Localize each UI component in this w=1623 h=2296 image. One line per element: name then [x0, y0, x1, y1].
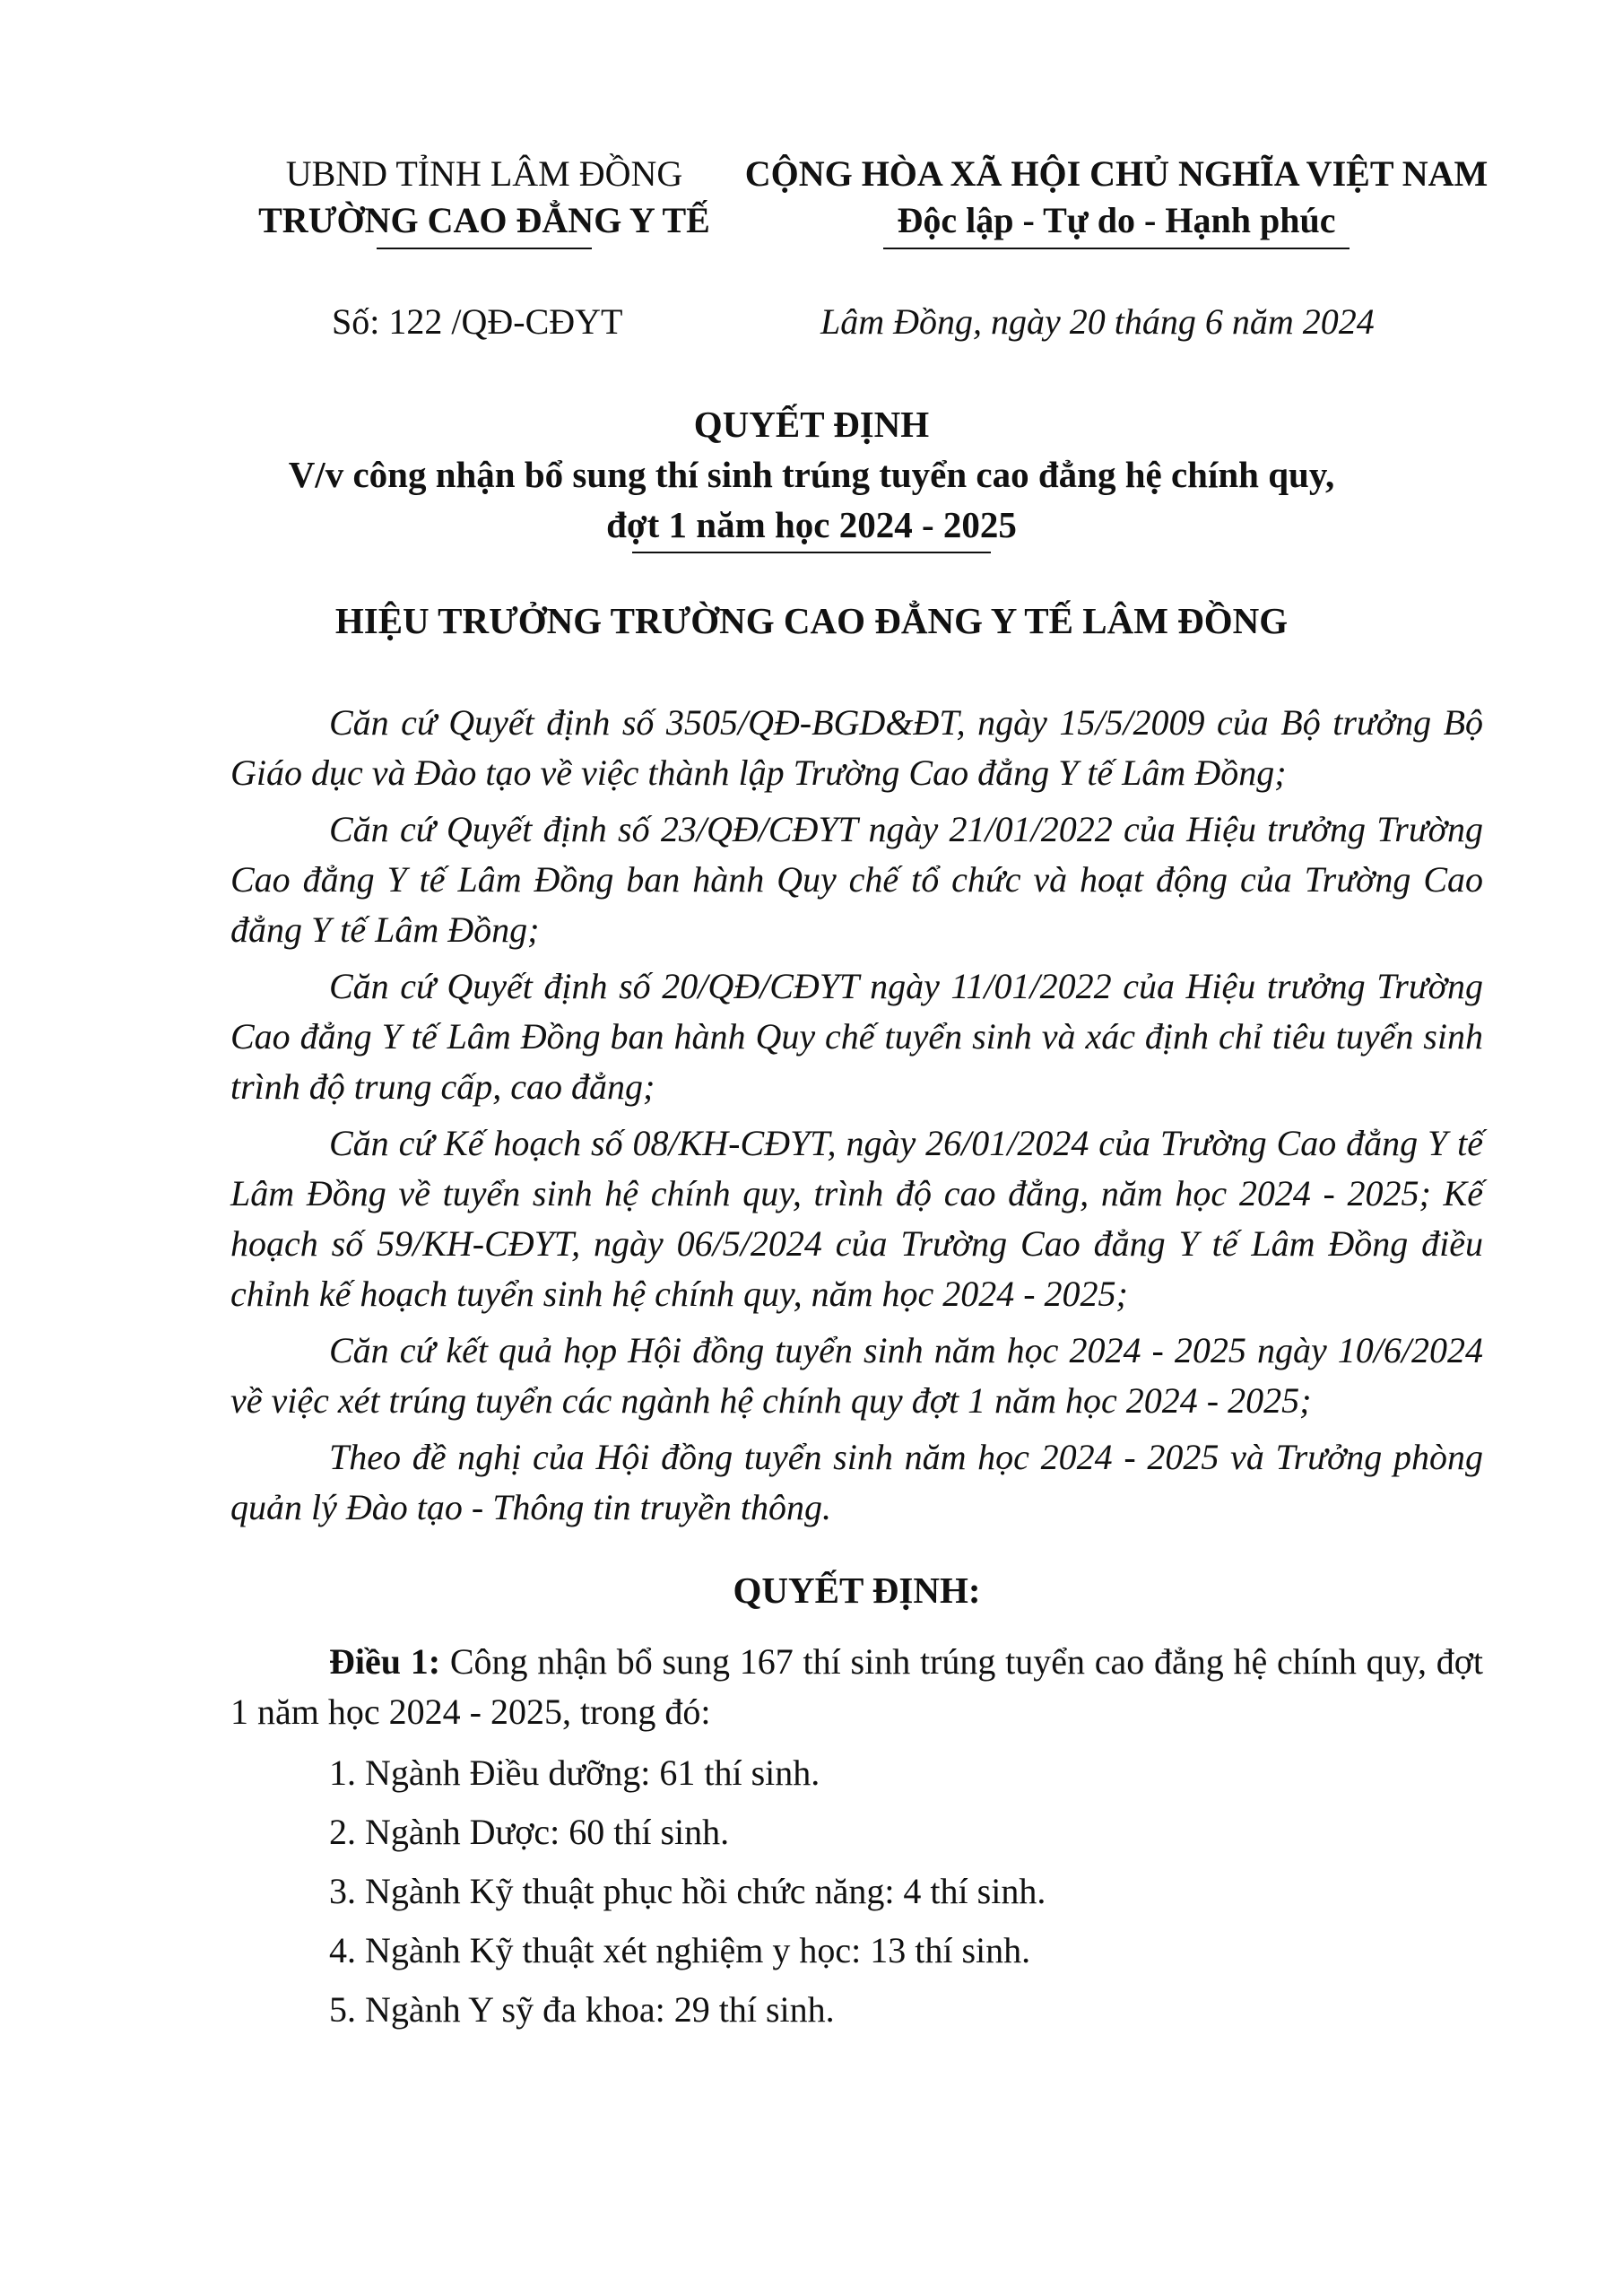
issuing-authority: HIỆU TRƯỞNG TRƯỜNG CAO ĐẲNG Y TẾ LÂM ĐỒNG [334, 600, 1289, 641]
agency-parent: UBND TỈNH LÂM ĐỒNG [285, 153, 683, 194]
article-1 [230, 1637, 1483, 1737]
agency-name: TRƯỜNG CAO ĐẲNG Y TẾ [258, 200, 710, 240]
document-type: QUYẾT ĐỊNH [693, 404, 930, 445]
issuing-agency-block [242, 151, 726, 249]
legal-basis: Căn cứ Kế hoạch số 08/KH-CĐYT, ngày 26/01/2024 của Trường Cao đẳng Y tế Lâm Đồng về tuyển sinh hệ chính quy, trình độ cao đẳng, năm học 2024 - 2025; Kế hoạch số 59/KH-CĐYT, ngày 06/5/2024 của Trường Cao đẳng Y tế Lâm Đồng điều chỉnh kế hoạch tuyển sinh hệ chính quy, năm học 2024 - 2025; [230, 1123, 1483, 1314]
title-underline [632, 552, 991, 553]
legal-basis: Căn cứ Quyết định số 3505/QĐ-BGD&ĐT, ngày 15/5/2009 của Bộ trưởng Bộ Giáo dục và Đào tạo về việc thành lập Trường Cao đẳng Y tế Lâm Đồng; [230, 702, 1483, 793]
motto-underline [883, 248, 1350, 249]
national-header-block [744, 151, 1488, 249]
list-item: 5. Ngành Y sỹ đa khoa: 29 thí sinh. [329, 1989, 835, 2030]
subject-line-2: đợt 1 năm học 2024 - 2025 [606, 504, 1017, 545]
subject-line-1: V/v công nhận bổ sung thí sinh trúng tuyển cao đẳng hệ chính quy, [288, 454, 1335, 495]
document-body [230, 698, 1483, 2044]
list-item: 4. Ngành Kỹ thuật xét nghiệm y học: 13 thí sinh. [329, 1930, 1031, 1970]
legal-basis: Căn cứ kết quả họp Hội đồng tuyển sinh năm học 2024 - 2025 ngày 10/6/2024 về việc xét trúng tuyển các ngành hệ chính quy đợt 1 năm học 2024 - 2025; [230, 1330, 1483, 1421]
national-title: CỘNG HÒA XÃ HỘI CHỦ NGHĨA VIỆT NAM [744, 153, 1488, 194]
article-1-text: Công nhận bổ sung 167 thí sinh trúng tuyển cao đẳng hệ chính quy, đợt 1 năm học 2024 - 2025, trong đó: [230, 1641, 1483, 1732]
document-title-block [179, 399, 1444, 553]
decision-heading: QUYẾT ĐỊNH: [733, 1570, 981, 1611]
legal-basis: Căn cứ Quyết định số 20/QĐ/CĐYT ngày 11/01/2022 của Hiệu trưởng Trường Cao đẳng Y tế Lâm Đồng ban hành Quy chế tuyển sinh và xác định chỉ tiêu tuyển sinh trình độ trung cấp, cao đẳng; [230, 966, 1483, 1107]
list-item: 2. Ngành Dược: 60 thí sinh. [329, 1812, 730, 1852]
place-and-date: Lâm Đồng, ngày 20 tháng 6 năm 2024 [820, 301, 1375, 342]
article-1-label: Điều 1: [329, 1641, 441, 1682]
legal-basis: Căn cứ Quyết định số 23/QĐ/CĐYT ngày 21/01/2022 của Hiệu trưởng Trường Cao đẳng Y tế Lâm Đồng ban hành Quy chế tổ chức và hoạt động của Trường Cao đẳng Y tế Lâm Đồng; [230, 809, 1483, 950]
legal-basis: Theo đề nghị của Hội đồng tuyển sinh năm học 2024 - 2025 và Trưởng phòng quản lý Đào tạo - Thông tin truyền thông. [230, 1437, 1483, 1527]
document-number: Số: 122 /QĐ-CĐYT [332, 301, 623, 342]
list-item: 1. Ngành Điều dưỡng: 61 thí sinh. [329, 1752, 820, 1793]
list-item: 3. Ngành Kỹ thuật phục hồi chức năng: 4 thí sinh. [329, 1871, 1046, 1911]
national-motto: Độc lập - Tự do - Hạnh phúc [897, 200, 1336, 240]
agency-underline [377, 248, 592, 249]
